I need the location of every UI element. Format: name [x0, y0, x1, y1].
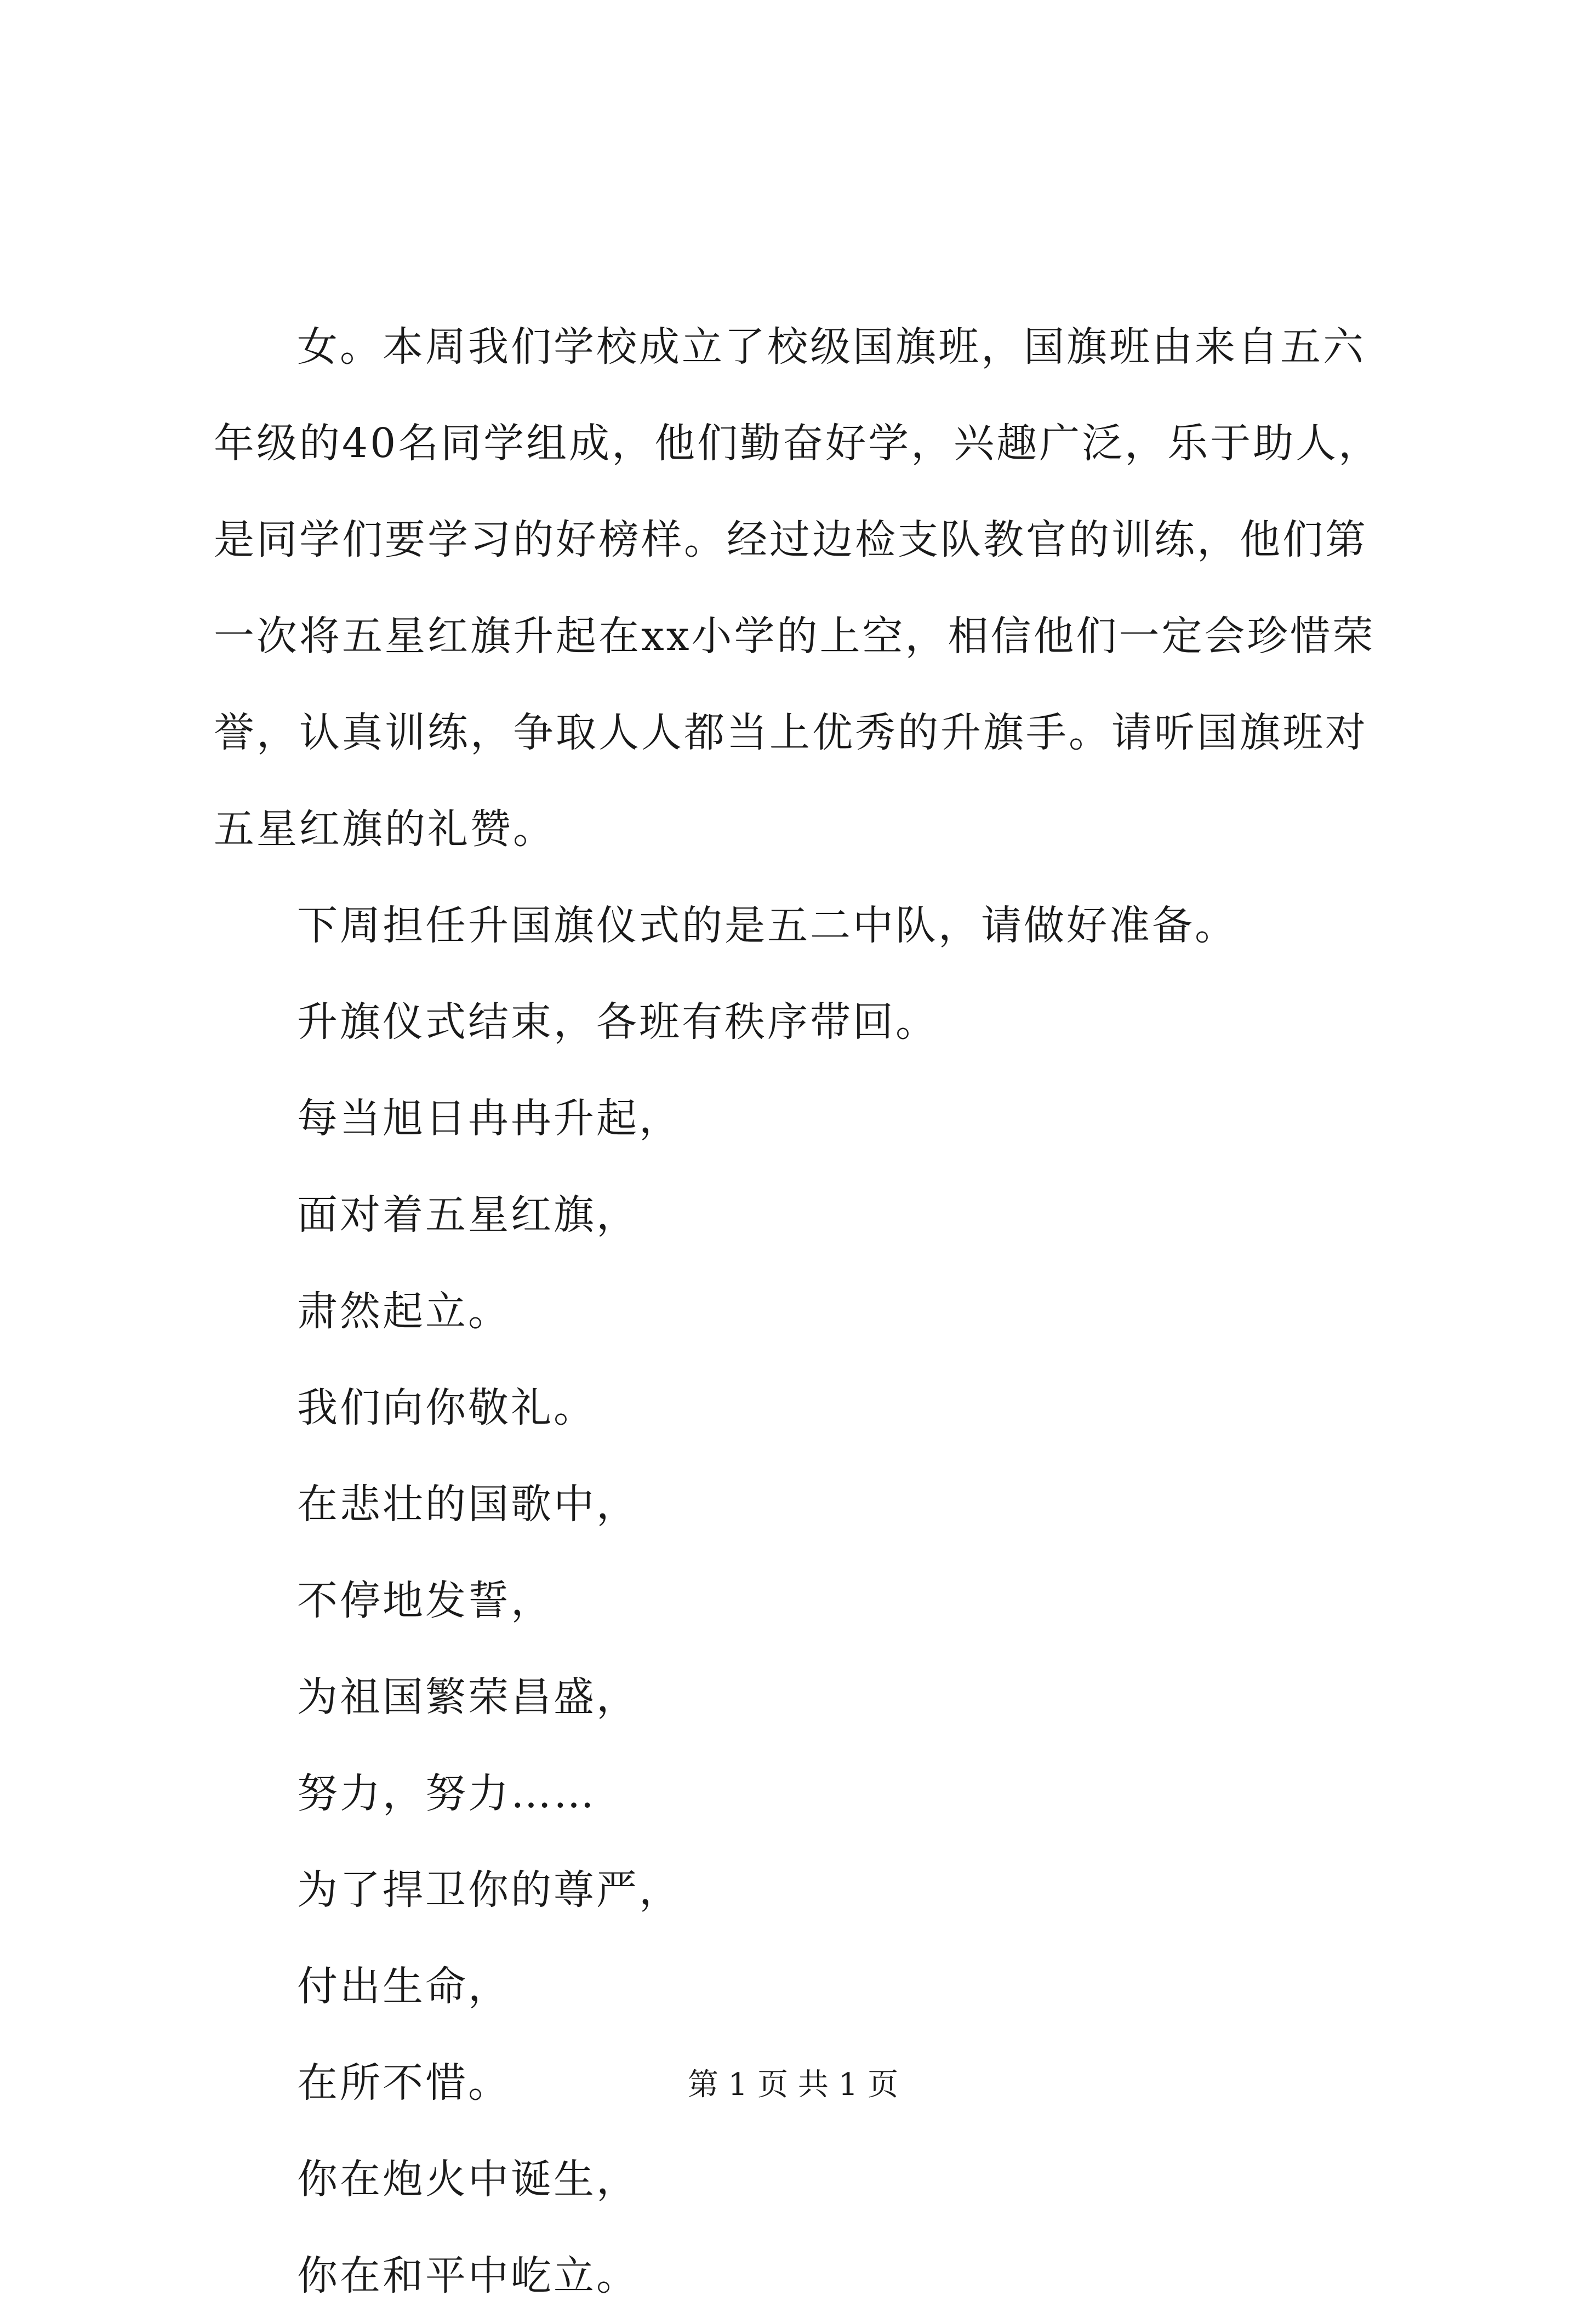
poem-line: 付出生命，	[297, 1963, 511, 2010]
paragraph: 升旗仪式结束，各班有秩序带回。	[297, 998, 938, 1046]
paragraph: 下周担任升国旗仪式的是五二中队，请做好准备。	[297, 902, 1237, 949]
poem-line: 在悲壮的国歌中，	[297, 1481, 639, 1528]
page-footer: 第 1 页 共 1 页	[687, 2067, 899, 2103]
poem-line: 我们向你敬礼。	[297, 1384, 596, 1431]
paragraph: 女。本周我们学校成立了校级国旗班，国旗班由来自五六年级的40名同学组成，他们勤奋好学，兴趣广泛，乐于助人，是同学们要学习的好榜样。经过边检支队教官的训练，他们第一次将五星红旗升起在xx小学的上空，相信他们一定会珍惜荣誉，认真训练，争取人人都当上优秀的升旗手。请听国旗班对五星红旗的礼赞。	[214, 323, 1382, 853]
poem-line: 在所不惜。	[297, 2059, 511, 2106]
poem-line: 你在和平中屹立。	[297, 2252, 639, 2299]
poem-line: 肃然起立。	[297, 1288, 511, 1335]
poem-line: 不停地发誓，	[297, 1577, 554, 1624]
poem-line: 为了捍卫你的尊严，	[297, 1866, 682, 1914]
poem-line: 你在炮火中诞生，	[297, 2156, 639, 2203]
poem-line: 为祖国繁荣昌盛，	[297, 1674, 639, 1721]
document-body	[214, 299, 1387, 2324]
poem-line: 每当旭日冉冉升起，	[297, 1095, 682, 1142]
poem-line: 面对着五星红旗，	[297, 1191, 639, 1238]
poem-line: 努力，努力……	[297, 1770, 596, 1817]
